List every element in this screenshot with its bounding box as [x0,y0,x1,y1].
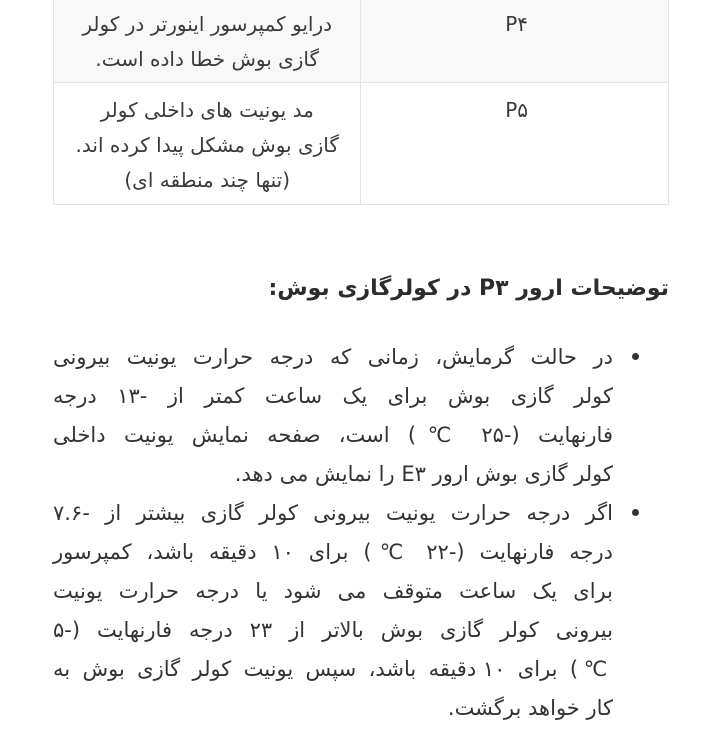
table-row-p4 [54,0,669,83]
note-line: درجه فارنهایت (-۲۲ ℃) برای ۱۰ دقیقه باشد، کمپرسور [53,540,613,564]
error-description-line: درایو کمپرسور اینورتر در کولر [82,12,333,36]
note-line: بیرونی کولر گازی بوش بالاتر از ۲۳ درجه فارنهایت (-۵ [53,618,613,642]
note-line: کولر گازی بوش برای یک ساعت کمتر از -۱۳ درجه [53,384,613,408]
section-title: توضیحات ارور P۳ در کولرگازی بوش: [268,276,669,301]
list-item [53,338,613,494]
error-code: P۴ [505,12,528,36]
error-code-cell [361,0,669,83]
note-line: ℃) برای ۱۰ دقیقه باشد، سپس یونیت کولر گازی بوش به [53,657,613,681]
note-line: فارنهایت (-۲۵ ℃) است، صفحه نمایش یونیت داخلی [53,423,613,447]
error-codes-table [53,0,669,205]
error-description-line: مد یونیت های داخلی کولر [100,98,314,122]
note-line: برای یک ساعت متوقف می شود یا درجه حرارت یونیت [53,579,613,603]
error-description-cell [54,83,361,205]
bullet-icon [632,353,639,360]
error-description-line: گازی بوش مشکل پیدا کرده اند. [75,133,339,157]
list-item [53,494,613,728]
error-code: P۵ [505,98,528,122]
error-code-cell [361,83,669,205]
bullet-icon [632,509,639,516]
error-description-line: گازی بوش خطا داده است. [95,47,320,71]
note-line: کولر گازی بوش ارور E۳ را نمایش می دهد. [234,462,613,486]
error-description-cell [54,0,361,83]
notes-list [53,338,613,728]
note-line: اگر درجه حرارت یونیت بیرونی کولر گازی بیشتر از -۷.۶ [53,501,613,525]
table-row-p5 [54,83,669,205]
error-description-line: (تنها چند منطقه ای) [124,168,291,192]
note-line: در حالت گرمایش، زمانی که درجه حرارت یونیت بیرونی [53,345,613,369]
note-line: کار خواهد برگشت. [447,696,613,720]
